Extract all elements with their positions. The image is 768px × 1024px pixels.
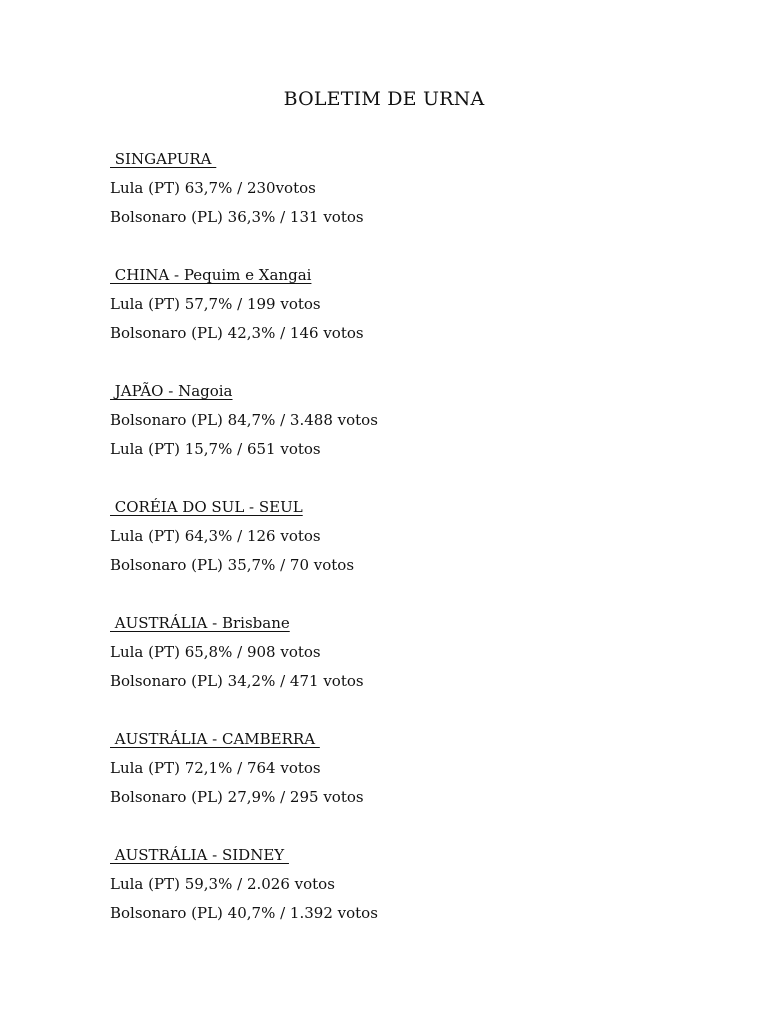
section-australia-sidney xyxy=(110,841,710,928)
section-heading: AUSTRÁLIA - SIDNEY xyxy=(110,846,289,864)
result-line: Bolsonaro (PL) 35,7% / 70 votos xyxy=(110,556,355,574)
section-heading: AUSTRÁLIA - CAMBERRA xyxy=(110,730,320,748)
result-line: Bolsonaro (PL) 27,9% / 295 votos xyxy=(110,788,364,806)
section-china xyxy=(110,261,710,348)
section-heading: CORÉIA DO SUL - SEUL xyxy=(110,498,303,516)
result-line: Bolsonaro (PL) 84,7% / 3.488 votos xyxy=(110,411,378,429)
section-heading: CHINA - Pequim e Xangai xyxy=(110,266,312,284)
section-japao xyxy=(110,377,710,464)
result-line: Lula (PT) 59,3% / 2.026 votos xyxy=(110,875,340,893)
result-line: Lula (PT) 72,1% / 764 votos xyxy=(110,759,326,777)
section-heading: AUSTRÁLIA - Brisbane xyxy=(110,614,290,632)
document-title: BOLETIM DE URNA xyxy=(283,88,485,110)
result-line: Lula (PT) 64,3% / 126 votos xyxy=(110,527,326,545)
section-australia-camberra xyxy=(110,725,710,812)
result-line: Bolsonaro (PL) 40,7% / 1.392 votos xyxy=(110,904,378,922)
section-coreia-do-sul xyxy=(110,493,710,580)
section-australia-brisbane xyxy=(110,609,710,696)
result-line: Lula (PT) 15,7% / 651 votos xyxy=(110,440,321,458)
result-line: Bolsonaro (PL) 42,3% / 146 votos xyxy=(110,324,364,342)
result-line: Lula (PT) 57,7% / 199 votos xyxy=(110,295,326,313)
result-line: Lula (PT) 63,7% / 230votos xyxy=(110,179,321,197)
section-singapura xyxy=(110,145,710,232)
result-line: Lula (PT) 65,8% / 908 votos xyxy=(110,643,326,661)
section-heading: JAPÃO - Nagoia xyxy=(110,382,233,400)
section-heading: SINGAPURA xyxy=(110,150,217,168)
result-line: Bolsonaro (PL) 36,3% / 131 votos xyxy=(110,208,364,226)
result-line: Bolsonaro (PL) 34,2% / 471 votos xyxy=(110,672,364,690)
